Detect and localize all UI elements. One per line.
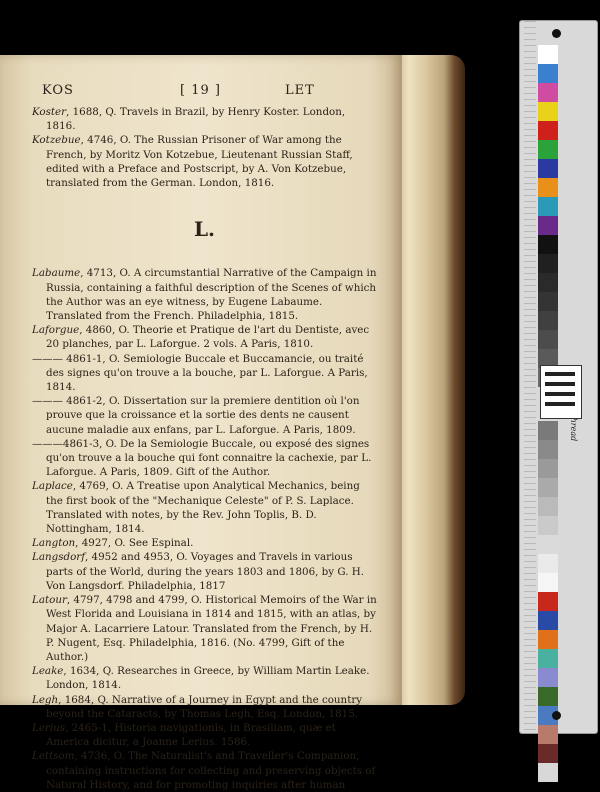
color-swatch — [538, 611, 558, 630]
color-swatch — [538, 668, 558, 687]
resolution-target — [540, 365, 582, 419]
entry-author: Laplace — [32, 480, 73, 493]
color-swatch — [538, 725, 558, 744]
punch-hole — [552, 29, 561, 38]
punch-hole — [552, 711, 561, 720]
color-swatch — [538, 140, 558, 159]
color-swatch — [538, 178, 558, 197]
catalog-entry — [32, 664, 377, 692]
catalog-entry — [32, 352, 377, 395]
book-page-edges — [395, 55, 465, 705]
entry-author: Lettsom — [32, 750, 75, 763]
catalog-entries — [32, 105, 377, 792]
entry-author: Lerius — [32, 721, 66, 734]
color-swatch — [538, 554, 558, 573]
catalog-entry — [32, 550, 377, 593]
entry-author: Labaume — [32, 267, 81, 280]
color-swatch — [538, 497, 558, 516]
entry-text: , 4746, O. The Russian Prisoner of War among the French, by Moritz Von Kotzebue, Lieutenant Russian Staff, edited with a Preface and Postscript, by A. Von Kotzebue, translated from the German. London, 1816. — [46, 134, 353, 190]
entry-author: Leake — [32, 665, 64, 678]
book-page — [0, 55, 402, 791]
catalog-entry — [32, 437, 377, 480]
color-swatch — [538, 330, 558, 349]
color-swatch — [538, 121, 558, 140]
color-swatch — [538, 592, 558, 611]
catalog-entry — [32, 133, 377, 190]
catalog-entry — [32, 479, 377, 536]
color-swatch — [538, 311, 558, 330]
color-swatch — [538, 421, 558, 440]
color-calibration-chart — [519, 20, 598, 734]
color-swatch — [538, 459, 558, 478]
entry-author: Laforgue — [32, 324, 80, 337]
color-swatch — [538, 763, 558, 782]
color-swatch — [538, 45, 558, 64]
entry-text: , 4952 and 4953, O. Voyages and Travels in various parts of the World, during the years 1803 and 1806, by G. H. Von Langsdorf. Philadelphia, 1817 — [46, 551, 365, 592]
catalog-entry — [32, 536, 377, 550]
entry-text: , 4927, O. See Espinal. — [75, 537, 194, 550]
color-swatch — [538, 235, 558, 254]
page-number: [ 19 ] — [180, 83, 221, 98]
entry-text: , 4713, O. A circumstantial Narrative of the Campaign in Russia, containing a faithful description of the Scenes of which the Author was an eye witness, by Eugene Labaume. Translated from the French. Philadelphia, 1815. — [46, 267, 377, 323]
entry-author: Latour — [32, 594, 67, 607]
color-swatch — [538, 64, 558, 83]
color-swatch — [538, 159, 558, 178]
color-swatch — [538, 573, 558, 592]
header-right: LET — [285, 83, 315, 98]
entry-author: Kotzebue — [32, 134, 81, 147]
catalog-entry — [32, 105, 377, 133]
entry-author: Legh — [32, 693, 59, 706]
entry-text: ——— 4861-2, O. Dissertation sur la premiere dentition où l'on prouve que la croissance et la sortie des dents ne causent aucune maladie aux enfans, par L. Laforgue. A Paris, 1809. — [32, 395, 360, 436]
color-swatch — [538, 649, 558, 668]
entry-text: , 1684, Q. Narrative of a Journey in Egypt and the country beyond the Cataracts, by Thomas Legh, Esq. London, 1815. — [46, 693, 363, 720]
entry-text: , 4860, O. Theorie et Pratique de l'art du Dentiste, avec 20 planches, par L. Laforgue. 2 vols. A Paris, 1810. — [46, 324, 370, 351]
header-left: KOS — [42, 83, 74, 98]
catalog-entry — [32, 749, 377, 792]
section-letter: L. — [193, 217, 216, 242]
entry-text: , 2465-1, Historia navigationis, in Brasiliam, quæ et America dicitur, a Joanne Lerius. 1586. — [46, 721, 336, 749]
color-swatch — [538, 292, 558, 311]
entry-text: , 4736, O. The Naturalist's and Traveller's Companion, containing instructions for collecting and preserving objects of Natural History, and for promoting inquiries after human — [46, 750, 376, 791]
entry-text: , 4769, O. A Treatise upon Analytical Mechanics, being the first book of the "Mechanique Celeste" of P. S. Laplace. Translated with notes, by the Rev. John Toplis, B. D. Nottingham, 1814. — [46, 480, 360, 536]
color-swatch — [538, 197, 558, 216]
color-swatch — [538, 687, 558, 706]
color-swatch — [538, 440, 558, 459]
color-swatch — [538, 273, 558, 292]
catalog-entry — [32, 693, 377, 721]
color-swatch — [538, 516, 558, 535]
entry-text: , 1634, Q. Researches in Greece, by William Martin Leake. London, 1814. — [46, 665, 370, 692]
page-header — [0, 83, 402, 101]
catalog-entry — [32, 323, 377, 351]
color-swatch — [538, 535, 558, 554]
entry-author: Langton — [32, 537, 76, 550]
color-swatch — [538, 83, 558, 102]
entry-text: , 4797, 4798 and 4799, O. Historical Memoirs of the War in West Florida and Louisiana in 1814 and 1815, with an atlas, by Major A. Lacarriere Latour. Translated from the French, by H. P. Nugent, Esq. Philadelphia, 1816. (No. 4799, Gift of the Author.) — [46, 594, 377, 663]
entry-text: , 1688, Q. Travels in Brazil, by Henry Koster. London, 1816. — [46, 106, 346, 133]
entry-author: Langsdorf — [32, 551, 86, 564]
color-swatch — [538, 102, 558, 121]
catalog-entry — [32, 721, 377, 749]
ruler-scale — [524, 21, 536, 733]
color-swatch — [538, 744, 558, 763]
color-swatch — [538, 478, 558, 497]
color-swatch — [538, 254, 558, 273]
color-swatch — [538, 630, 558, 649]
catalog-entry — [32, 394, 377, 437]
entry-text: ——— 4861-1, O. Semiologie Buccale et Buccamancie, ou traité des signes qu'on trouve a la bouche, par L. Laforgue. A Paris, 1814. — [32, 352, 368, 394]
catalog-entry — [32, 266, 377, 323]
entry-author: Koster — [32, 106, 67, 118]
entry-text: ———4861-3, O. De la Semiologie Buccale, ou exposé des signes qu'on trouve a la bouche qui font connaitre la cachexie, par L. Laforgue. A Paris, 1809. Gift of the Author. — [32, 437, 372, 479]
catalog-entry — [32, 593, 377, 664]
color-swatch — [538, 216, 558, 235]
